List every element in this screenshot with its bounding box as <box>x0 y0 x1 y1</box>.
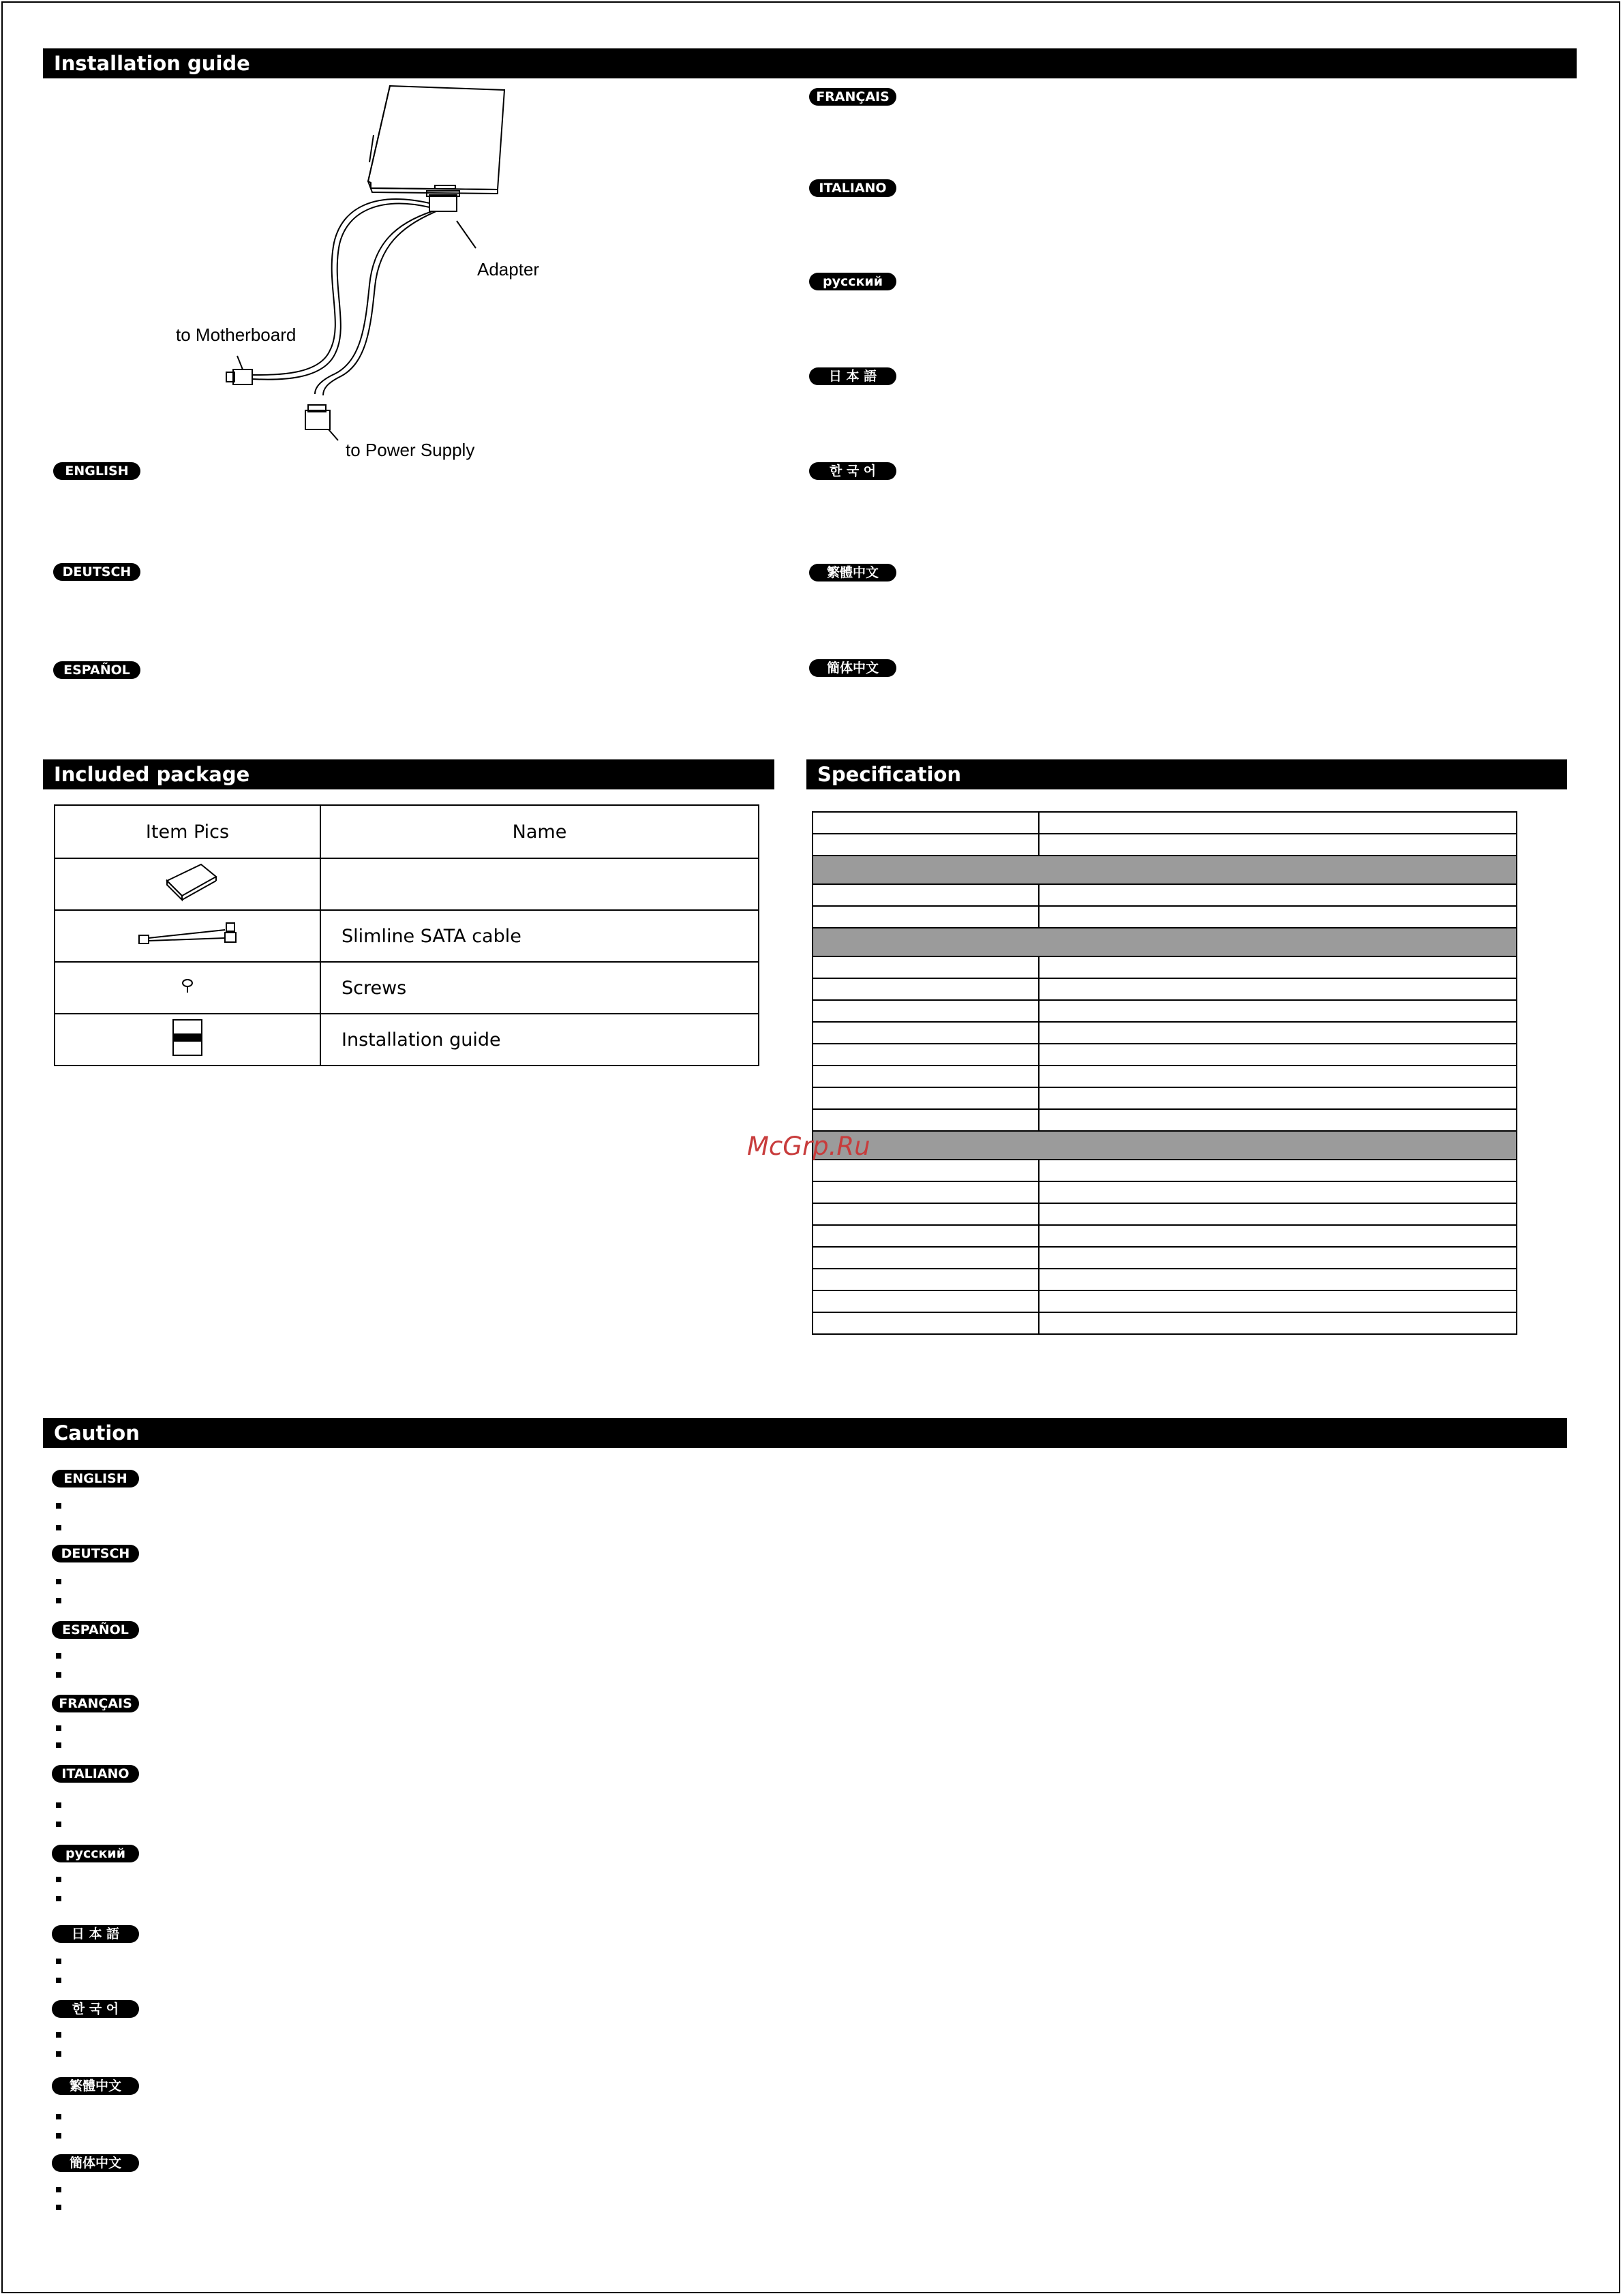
caution-header <box>43 1418 1567 1448</box>
table-row <box>813 1022 1517 1044</box>
bullet <box>56 2133 61 2139</box>
caution-lang-simplified-chinese: 簡体中文 <box>52 2154 139 2172</box>
table-row <box>813 812 1517 834</box>
lang-pill-espanol: ESPAÑOL <box>53 661 140 679</box>
package-table <box>54 804 759 1066</box>
bullet <box>56 1525 61 1530</box>
lang-pill-italiano: ITALIANO <box>809 179 896 197</box>
caution-lang-deutsch: DEUTSCH <box>52 1545 139 1562</box>
adapter-label: Adapter <box>477 259 540 280</box>
table-row <box>55 962 759 1014</box>
lang-pill-deutsch: DEUTSCH <box>53 563 140 581</box>
specification-title: Specification <box>817 763 962 786</box>
bullet <box>56 2205 61 2210</box>
included-package-header <box>43 759 774 789</box>
bullet <box>56 1802 61 1808</box>
caution-lang-english: ENGLISH <box>52 1470 139 1487</box>
to-motherboard-label: to Motherboard <box>176 324 297 345</box>
caution-lang-espanol: ESPAÑOL <box>52 1621 139 1639</box>
table-row <box>813 834 1517 856</box>
table-row <box>813 1247 1517 1269</box>
motherboard-connector <box>233 369 252 384</box>
spec-section-band <box>813 1131 1517 1160</box>
to-power-supply-label: to Power Supply <box>346 440 475 460</box>
bullet <box>56 1742 61 1748</box>
bullet <box>56 1822 61 1827</box>
specification-table <box>812 811 1517 1335</box>
lang-pill-english: ENGLISH <box>53 462 140 480</box>
adapter-connector <box>429 195 457 211</box>
table-row <box>813 906 1517 928</box>
table-row <box>813 1203 1517 1225</box>
bullet <box>56 2051 61 2057</box>
table-row <box>813 978 1517 1000</box>
bullet <box>56 1959 61 1964</box>
header-item-pics: Item Pics <box>55 805 320 858</box>
bullet <box>56 1672 61 1678</box>
bullet <box>56 1579 61 1584</box>
included-package-title: Included package <box>54 763 250 786</box>
optical-drive-outline <box>368 86 504 190</box>
table-row <box>813 1290 1517 1312</box>
package-item-name: Installation guide <box>320 1014 759 1066</box>
caution-lang-russian: русский <box>52 1845 139 1862</box>
watermark: McGrp.Ru <box>747 1132 870 1161</box>
package-item-name <box>320 858 759 910</box>
guide-leaflet-icon <box>172 1018 203 1057</box>
package-item-name: Screws <box>320 962 759 1014</box>
header-name: Name <box>320 805 759 858</box>
bullet <box>56 2114 61 2119</box>
package-item-name: Slimline SATA cable <box>320 910 759 962</box>
bullet <box>56 1978 61 1983</box>
lang-pill-korean: 한 국 어 <box>809 462 896 480</box>
table-row <box>813 1225 1517 1247</box>
optical-drive-icon <box>153 862 222 903</box>
installation-guide-header <box>43 48 1577 78</box>
table-row <box>813 1160 1517 1181</box>
lang-pill-francais: FRANÇAIS <box>809 88 896 106</box>
table-row <box>813 1269 1517 1290</box>
bullet <box>56 1896 61 1901</box>
lang-pill-russian: русский <box>809 273 896 290</box>
table-row <box>813 1044 1517 1066</box>
lang-pill-simplified-chinese: 簡体中文 <box>809 659 896 677</box>
bullet <box>56 1653 61 1659</box>
caution-lang-francais: FRANÇAIS <box>52 1695 139 1712</box>
caution-lang-italiano: ITALIANO <box>52 1765 139 1783</box>
spec-section-band <box>813 856 1517 884</box>
table-row <box>813 956 1517 978</box>
installation-guide-title: Installation guide <box>54 52 250 75</box>
bullet <box>56 1877 61 1882</box>
table-row <box>813 1087 1517 1109</box>
caution-title: Caution <box>54 1421 140 1445</box>
caution-lang-traditional-chinese: 繁體中文 <box>52 2077 139 2095</box>
bullet <box>56 2032 61 2038</box>
table-row <box>813 884 1517 906</box>
table-row <box>55 910 759 962</box>
lang-pill-japanese: 日 本 語 <box>809 367 896 385</box>
table-row <box>55 1014 759 1066</box>
bullet <box>56 1725 61 1731</box>
power-connector <box>305 410 330 429</box>
sata-cable-icon <box>136 920 239 948</box>
bullet <box>56 1598 61 1603</box>
package-table-header <box>55 805 759 858</box>
caution-lang-korean: 한 국 어 <box>52 2000 139 2018</box>
lang-pill-traditional-chinese: 繁體中文 <box>809 564 896 581</box>
caution-lang-japanese: 日 本 語 <box>52 1925 139 1943</box>
table-row <box>813 1312 1517 1334</box>
table-row <box>813 1109 1517 1131</box>
bullet <box>56 2187 61 2192</box>
specification-header <box>806 759 1567 789</box>
table-row <box>55 858 759 910</box>
bullet <box>56 1503 61 1509</box>
table-row <box>813 1066 1517 1087</box>
spec-section-band <box>813 928 1517 956</box>
table-row <box>813 1000 1517 1022</box>
table-row <box>813 1181 1517 1203</box>
screw-icon <box>179 978 196 994</box>
